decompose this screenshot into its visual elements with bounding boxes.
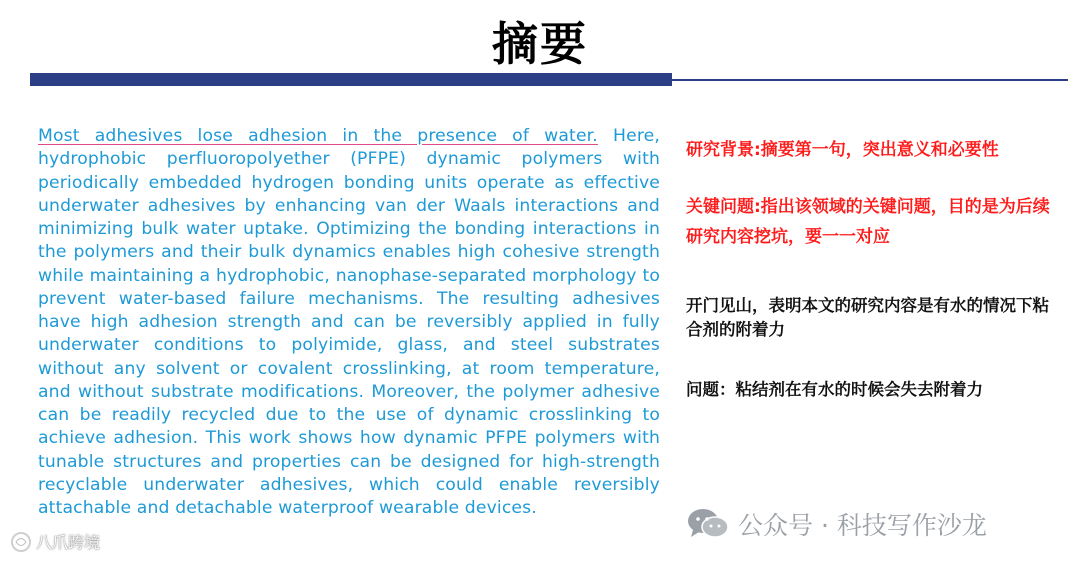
wechat-icon xyxy=(686,507,730,541)
note-summary: 开门见山，表明本文的研究内容是有水的情况下粘合剂的附着力 xyxy=(686,296,1049,339)
note-background: 研究背景:摘要第一句，突出意义和必要性 xyxy=(686,140,999,160)
abstract-body: Here, hydrophobic perfluoropolyether (PFPE) dynamic polymers with periodically embedded hydrogen bonding units operate as effective underwater adhesives by enhancing van der Waals interactions and minimizing bulk water uptake. Optimizing the bonding interactions in the polymers and their bulk dynamics enables high cohesive strength while maintaining a hydrophobic, nanophase-separated morphology to prevent water-based failure mechanisms. The resulting adhesives have high adhesion strength and can be reversibly applied in fully underwater conditions to polyimide, glass, and steel substrates without any solvent or covalent crosslinking, at room temperature, and without substrate modifications. Moreover, the polymer adhesive can be readily recycled due to the use of dynamic crosslinking to achieve adhesion. This work shows how dynamic PFPE polymers with tunable structures and properties can be designed for high-strength recyclable underwater adhesives, which could enable reversibly attachable and detachable waterproof wearable devices. xyxy=(38,126,661,518)
bottom-watermark xyxy=(10,530,100,553)
note-problem: 问题：粘结剂在有水的时候会失去附着力 xyxy=(686,380,983,399)
abstract-text xyxy=(38,125,660,520)
title-bar xyxy=(30,73,672,86)
bottom-watermark-text: 八爪跨境 xyxy=(36,533,101,552)
abstract-first-sentence: Most adhesives lose adhesion in the presence of water. xyxy=(38,126,598,146)
logo-icon xyxy=(10,531,32,553)
page-title: 摘要 xyxy=(492,17,588,71)
note-key-question: 关键问题:指出该领域的关键问题，目的是为后续研究内容挖坑，要一一对应 xyxy=(686,197,1050,247)
title-divider xyxy=(672,79,1068,81)
watermark xyxy=(686,506,987,542)
watermark-text: 公众号 · 科技写作沙龙 xyxy=(738,511,987,540)
